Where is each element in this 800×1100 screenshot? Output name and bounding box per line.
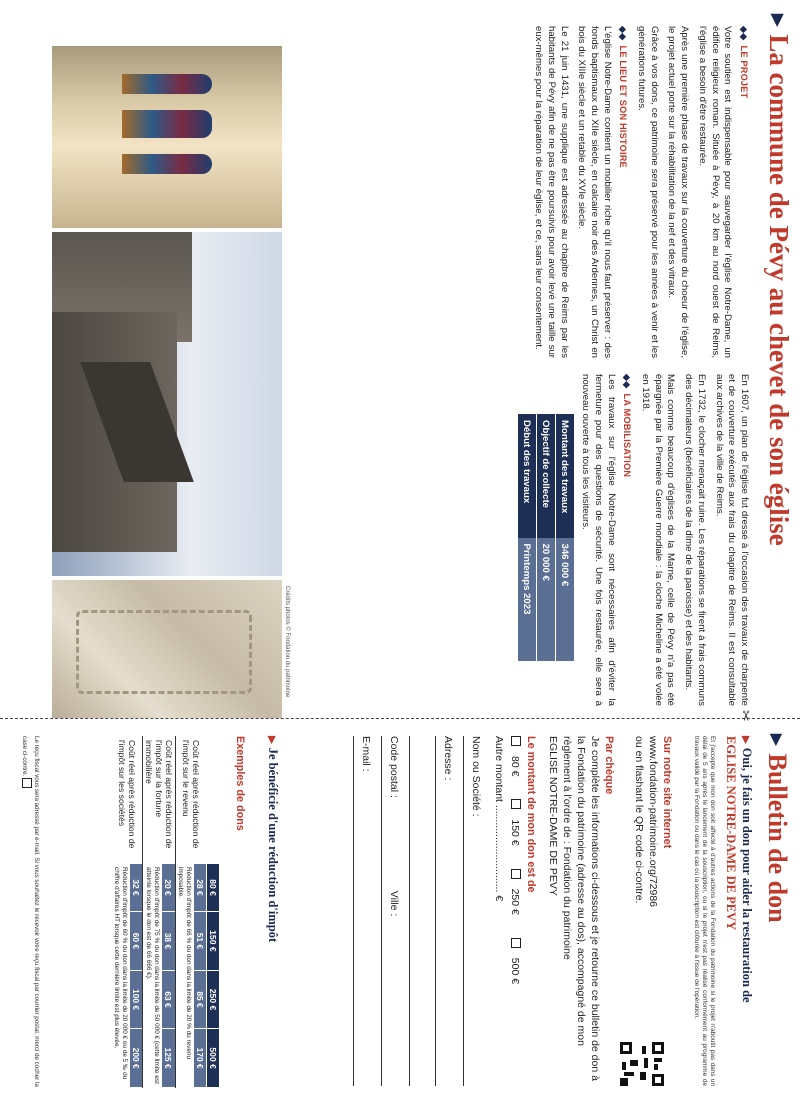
site-url-link[interactable]: www.fondation-patrimoine.org/72986 xyxy=(647,736,659,908)
funding-table xyxy=(517,414,574,661)
checkbox[interactable] xyxy=(511,799,521,809)
photo-stone-carving xyxy=(52,580,282,718)
other-amount-label: Autre montant xyxy=(493,736,505,802)
paragraph: L'église Notre-Dame contient un mobilier riche qu'il nous faut préserver : des fonds baptismaux du XIIe siècle, en calcaire noir des Ardennes, un Christ en bois du XIIIe siècle et un retable du XVIe siècle. xyxy=(576,26,613,358)
form-title-text: Bulletin de don xyxy=(763,753,792,923)
funding-row xyxy=(537,414,556,661)
table-header: 150 € xyxy=(207,912,220,971)
cheque-text: Je complète les informations ci-dessous et je retourne ce bulletin de don à la Fondation du patrimoine (adresse au dos), accompagné de mon règlement à l'ordre de : Fondation du patrimoine xyxy=(561,736,601,1081)
paragraph: Mais comme beaucoup d'églises de la Marne, celle de Pévy n'a pas été épargnée par la Première Guerre mondiale : la cloche Micheline a été volée en 1918. xyxy=(640,374,677,706)
address-line-2[interactable] xyxy=(409,736,428,1086)
photo-church-exterior xyxy=(52,232,282,576)
pledge-text: Oui, je fais un don pour aider la restauration de xyxy=(740,747,754,1003)
main-title xyxy=(763,14,794,714)
photo-interior-stained-glass xyxy=(52,46,282,228)
qr-instruction: ou en flashant le QR code ci-contre. xyxy=(633,736,645,904)
row-description: Réduction d'impôt de 75 % du don dans la limite de 50 000 € (cette limite est atteinte lorsque le don est de 66 666 €). xyxy=(142,864,161,1088)
row-label: Coût réel après réduction de l'impôt sur le revenu xyxy=(175,737,206,864)
funding-label: Début des travaux xyxy=(518,414,537,538)
section-heading-projet xyxy=(737,26,750,358)
amount-option-label: 80 € xyxy=(509,756,521,777)
amount-option-label: 150 € xyxy=(509,819,521,846)
paragraph: Votre soutien est indispensable pour sauvegarder l'église Notre-Dame, un édifice religieux roman. Située à Pévy, à 20 km au nord ouest de Reims, l'église a besoin d'être restaurée. xyxy=(696,26,734,358)
diamond-icon: ◆◆ xyxy=(622,374,633,389)
stained-glass-window xyxy=(122,154,212,174)
table-cell: 100 € xyxy=(129,970,142,1029)
row-label: Coût réel après réduction de l'impôt sur les sociétés xyxy=(111,737,142,864)
table-header: 250 € xyxy=(207,970,220,1029)
table-cell xyxy=(207,737,220,864)
paragraph: Grâce à vos dons, ce patrimoine sera préservé pour les années à venir et les générations futures. xyxy=(636,26,660,358)
tax-heading-text: Je bénéficie d'une réduction d'impôt xyxy=(266,747,280,943)
table-cell: 51 € xyxy=(194,912,207,971)
online-section xyxy=(632,736,674,1086)
diamond-icon: ◆◆ xyxy=(739,26,749,41)
amount-option-150[interactable] xyxy=(509,799,521,855)
cut-line xyxy=(0,718,800,719)
funding-label: Objectif de collecte xyxy=(537,414,556,538)
amount-option-250[interactable] xyxy=(509,869,521,925)
table-cell: 200 € xyxy=(129,1029,142,1088)
table-row xyxy=(129,737,142,1088)
checkbox[interactable] xyxy=(511,938,521,948)
email-label: E-mail : xyxy=(360,736,372,772)
paragraph: En 1607, un plan de l'église fut dressé à l'occasion des travaux de charpente et de couverture exécutés aux frais du chapitre de Reims. Il est consultable aux archives de la ville de Reims. xyxy=(713,374,750,706)
funding-value: 20 000 € xyxy=(537,538,556,662)
stained-glass-window xyxy=(122,110,212,138)
table-cell: 32 € xyxy=(129,864,142,912)
funding-row xyxy=(556,414,575,661)
triangle-icon: ▶ xyxy=(769,14,786,27)
online-heading: Sur notre site internet xyxy=(661,736,673,849)
allocation-note: Et j'accepte que mon don soit affecté à d'autres actions de la Fondation du patrimoine si le projet n'aboutit pas dans un délai de 5 ans après le lancement de la souscription, ou si le projet n'est pas réalisé conformément au programme de travaux validé par la Fondation ou dans le cas où la souscription est clôturée à l'issue de l'opération. xyxy=(693,736,716,1086)
triangle-icon: ▶ xyxy=(768,734,784,746)
triangle-icon: ▶ xyxy=(740,736,751,744)
tax-heading xyxy=(265,736,280,942)
checkbox[interactable] xyxy=(511,736,521,746)
name-label: Nom ou Société : xyxy=(470,736,482,817)
section-heading-mobilisation xyxy=(621,374,634,706)
amount-option-label: 500 € xyxy=(509,957,521,985)
table-header: 80 € xyxy=(207,864,220,912)
table-cell: 63 € xyxy=(162,970,176,1029)
funding-label: Montant des travaux xyxy=(556,414,575,538)
row-label: Coût réel après réduction de l'impôt sur la fortune immobilière xyxy=(142,737,175,864)
donation-form xyxy=(0,726,800,1094)
scissors-icon: ✂ xyxy=(738,710,754,722)
stained-glass-window xyxy=(122,74,212,94)
photo-credit: Crédits photos © Fondation du patrimoine xyxy=(284,586,290,698)
address-label: Adresse : xyxy=(442,736,454,781)
funding-value: Printemps 2023 xyxy=(518,538,537,662)
amount-heading: Le montant de mon don est de xyxy=(525,736,537,893)
city-label: Ville : xyxy=(388,890,400,917)
section-heading-text: LE PROJET xyxy=(739,45,749,99)
cheque-heading: Par chèque xyxy=(603,736,615,795)
row-description: Réduction d'impôt de 60 % du don dans la limite de 20 000 € ou de 5 ‰ du chiffre d'affaires HT lorsque cette dernière limite est plus élevée. xyxy=(111,864,129,1088)
examples-heading: Exemples de dons xyxy=(234,736,246,831)
footer-text: Le reçu fiscal vous sera adressé par e-mail. Si vous souhaitez le recevoir votre reçu fiscal par courrier postal, merci de cocher la case ci-contre. xyxy=(21,736,40,1087)
row-description: Réduction d'impôt de 66 % du don dans la limite de 20 % du revenu imposable. xyxy=(175,864,193,1088)
table-cell: 60 € xyxy=(129,912,142,971)
table-cell: 85 € xyxy=(194,970,207,1029)
section-heading-lieu xyxy=(617,26,630,358)
cheque-order: EGLISE NOTRE-DAME DE PEVY xyxy=(547,736,559,896)
paragraph: Les travaux sur l'église Notre-Dame sont nécessaires afin d'éviter la fermeture pour des questions de sécurité. Une fois restaurée, elle sera à nouveau ouverte à tous les visiteurs. xyxy=(580,374,617,706)
amount-option-label: 250 € xyxy=(509,888,521,915)
amount-option-80[interactable] xyxy=(509,736,521,786)
table-row xyxy=(194,737,207,1088)
email-field[interactable] xyxy=(353,736,372,1086)
pledge-line xyxy=(723,736,754,1086)
funding-row xyxy=(518,414,537,661)
table-cell: 20 € xyxy=(162,864,176,912)
cheque-section xyxy=(546,736,616,1086)
diamond-icon: ◆◆ xyxy=(618,26,629,41)
table-cell: 28 € xyxy=(194,864,207,912)
form-title xyxy=(762,734,792,923)
paragraph: En 1732, le clocher menaçait ruine. Les réparations se firent à frais communs des décimateurs (bénéficiaires de la dîme de la paroisse) et des habitants. xyxy=(683,374,707,706)
other-amount-field[interactable]: Autre montant .............................. € xyxy=(493,736,505,902)
pledge-target: EGLISE NOTRE-DAME DE PEVY xyxy=(724,736,738,931)
paragraph: Le 21 juin 1431, une supplique est adressée au chapitre de Reims par les habitants de Pévy afin de ne pas être poursuivis pour avoir levé une taille sur eux-mêmes pour la réparation de leur église, et ce, sans leur consentement. xyxy=(533,26,570,358)
table-cell: 170 € xyxy=(194,1029,207,1088)
donation-examples-table xyxy=(111,736,220,1088)
table-cell: 38 € xyxy=(162,912,176,971)
table-row xyxy=(162,737,176,1088)
amount-section xyxy=(492,736,538,1086)
name-field[interactable] xyxy=(463,736,482,1086)
paragraph: Après une première phase de travaux sur la couverture du choeur de l'église, le projet actuel porte sur la réhabilitation de la nef et des vitraux. xyxy=(666,26,691,358)
amount-option-500[interactable] xyxy=(509,938,521,994)
table-cell: 125 € xyxy=(162,1029,176,1088)
photo-strip xyxy=(52,46,282,718)
postal-city-field[interactable] xyxy=(381,736,400,1086)
postal-label: Code postal : xyxy=(388,736,400,798)
footer-note xyxy=(20,736,40,1088)
currency-label: € xyxy=(493,895,505,902)
section-heading-text: LA MOBILISATION xyxy=(622,393,633,478)
qr-code-icon[interactable] xyxy=(620,1042,664,1086)
triangle-icon: ▶ xyxy=(266,736,277,744)
carved-relief xyxy=(76,610,252,694)
address-field[interactable] xyxy=(435,736,454,1086)
section-heading-text: LE LIEU ET SON HISTOIRE xyxy=(618,45,629,168)
funding-value: 346 000 € xyxy=(556,538,575,662)
main-title-text: La commune de Pévy au chevet de son église xyxy=(764,34,794,546)
checkbox[interactable] xyxy=(511,869,521,879)
table-header: 500 € xyxy=(207,1029,220,1088)
amount-options xyxy=(508,736,522,1086)
postal-receipt-checkbox[interactable] xyxy=(22,778,32,788)
table-row xyxy=(207,737,220,1088)
